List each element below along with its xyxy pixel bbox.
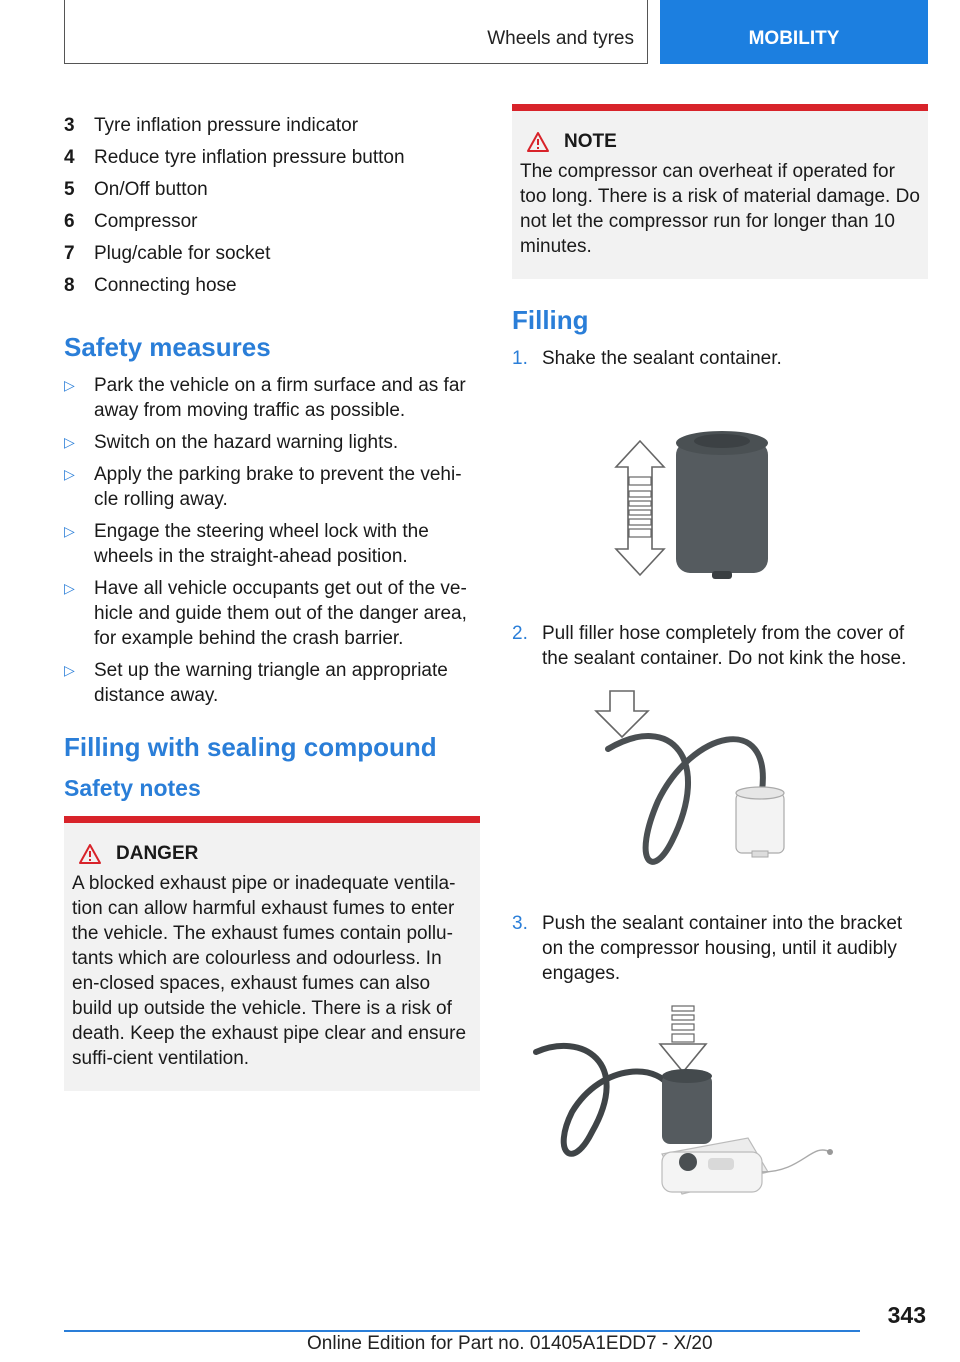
- list-item: ▷ Switch on the hazard warning lights.: [64, 432, 399, 453]
- legend-list: [64, 110, 480, 302]
- header-chapter-tab[interactable]: MOBILITY: [660, 0, 928, 64]
- left-column: [64, 110, 480, 1091]
- danger-box: [64, 816, 480, 1091]
- note-label: NOTE: [564, 131, 617, 152]
- filling-steps-3: [512, 911, 928, 986]
- list-item: 8 Connecting hose: [64, 275, 237, 296]
- filling-heading: Filling: [512, 305, 589, 335]
- triangle-bullet-icon: ▷: [64, 466, 75, 482]
- danger-text: A blocked exhaust pipe or inadequate ventila‐tion can allow harmful exhaust fumes to enter the vehicle. The exhaust fumes contain pollu‐tants which are colourless and odourless. In en‐closed spaces, exhaust fumes can also build up outside the vehicle. There is a risk of death. Keep the exhaust pipe clear and ensure suffi‐cient ventilation.: [72, 873, 467, 1069]
- list-item: 3 Tyre inflation pressure indicator: [64, 115, 359, 136]
- note-box: [512, 104, 928, 279]
- list-item: 2. Pull filler hose completely from the cover of the sealant container. Do not kink the hose.: [512, 623, 907, 669]
- shake-container-figure: [512, 371, 928, 621]
- safety-notes-heading: Safety notes: [64, 775, 201, 801]
- filling-steps-2: [512, 621, 928, 671]
- page-number: 343: [887, 1302, 926, 1328]
- list-item: 6 Compressor: [64, 211, 198, 232]
- header-section-title: Wheels and tyres: [487, 28, 634, 49]
- footer-divider: [64, 1330, 860, 1332]
- triangle-bullet-icon: ▷: [64, 662, 75, 678]
- compressor-illustration: [512, 1002, 928, 1232]
- list-item: ▷ Have all vehicle occupants get out of the ve‐hicle and guide them out of the danger area, for example behind the crash barrier.: [64, 578, 467, 649]
- filling-steps: [512, 346, 928, 371]
- list-item: 7 Plug/cable for socket: [64, 243, 271, 264]
- sealant-container-illustration: [512, 371, 928, 621]
- insert-container-figure: [512, 1002, 928, 1232]
- safety-bullets: [64, 373, 480, 708]
- filling-compound-heading: Filling with sealing compound: [64, 732, 437, 762]
- list-item: ▷ Set up the warning triangle an appropriate distance away.: [64, 660, 448, 706]
- triangle-bullet-icon: ▷: [64, 580, 75, 596]
- list-item: 3. Push the sealant container into the bracket on the compressor housing, until it audibly engages.: [512, 913, 903, 984]
- danger-label: DANGER: [116, 843, 199, 864]
- pull-hose-figure: [512, 671, 928, 911]
- warning-triangle-icon: [78, 843, 102, 865]
- triangle-bullet-icon: ▷: [64, 523, 75, 539]
- right-column: [512, 104, 928, 1232]
- hose-illustration: [512, 671, 928, 911]
- list-item: ▷ Apply the parking brake to prevent the vehi‐cle rolling away.: [64, 464, 462, 510]
- triangle-bullet-icon: ▷: [64, 434, 75, 450]
- warning-triangle-icon: [526, 131, 550, 153]
- list-item: ▷ Engage the steering wheel lock with the wheels in the straight-ahead position.: [64, 521, 429, 567]
- safety-measures-heading: Safety measures: [64, 332, 271, 362]
- triangle-bullet-icon: ▷: [64, 377, 75, 393]
- list-item: 4 Reduce tyre inflation pressure button: [64, 147, 405, 168]
- footer-edition: Online Edition for Part no. 01405A1EDD7 - X/20: [307, 1333, 713, 1354]
- note-text: The compressor can overheat if operated for too long. There is a risk of material damage. Do not let the compressor run for longer than 10 minutes.: [520, 161, 920, 257]
- list-item: 1. Shake the sealant container.: [512, 348, 782, 369]
- list-item: 5 On/Off button: [64, 179, 208, 200]
- list-item: ▷ Park the vehicle on a firm surface and as far away from moving traffic as possible.: [64, 375, 466, 421]
